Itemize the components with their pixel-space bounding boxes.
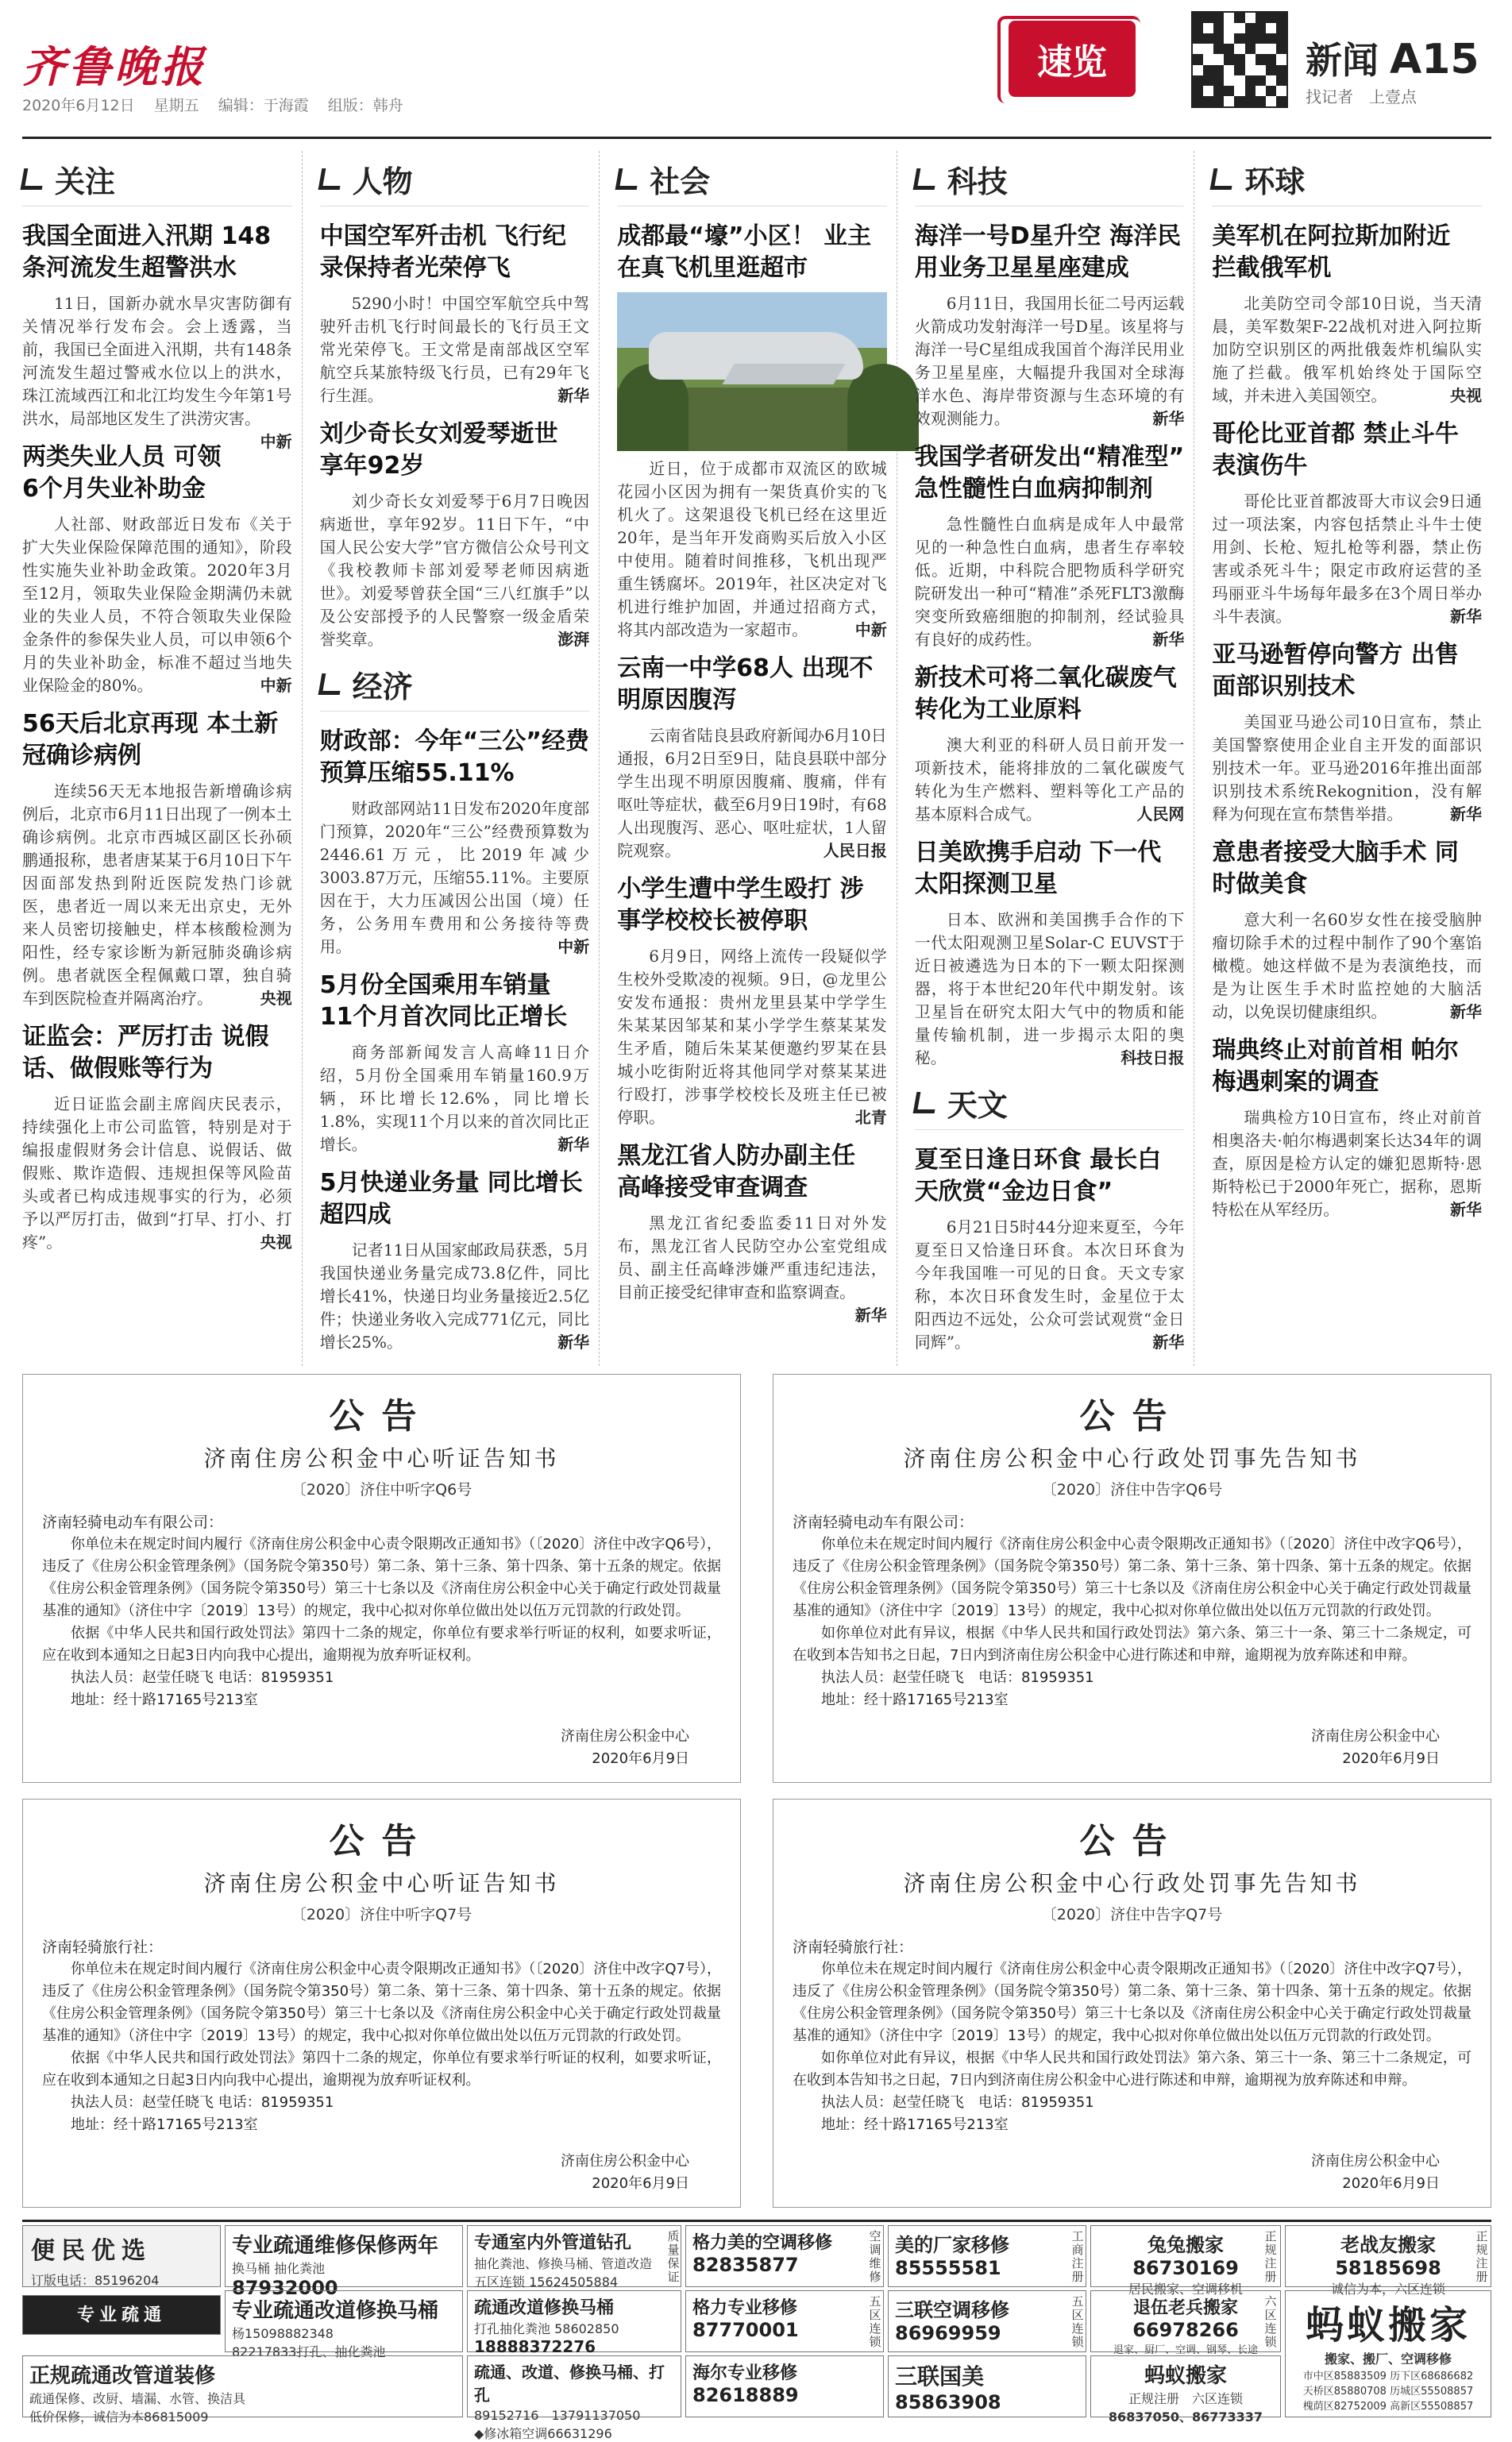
ad-title: 蚂蚁搬家	[1144, 2364, 1227, 2388]
section-mark-icon	[1210, 168, 1236, 190]
article-source: 新华	[1449, 1200, 1482, 1219]
ad-phone: 五区连锁 15624505884	[474, 2274, 619, 2290]
article-body	[1212, 490, 1482, 628]
layout-credit: 组版：韩舟	[327, 97, 403, 114]
article-body	[617, 457, 887, 642]
article-source: 澎湃	[557, 630, 590, 649]
article-body	[320, 797, 590, 959]
article	[617, 1140, 887, 1325]
notice-contact-line: 执法人员：赵莹任晓飞 电话：81959351	[71, 2094, 334, 2111]
article-text: 美国亚马逊公司10日宣布，禁止美国警察使用企业自主开发的面部识别技术一年。亚马逊2016年推出面部识别技术系统Rekognition，没有解释为何现在宣布禁售举措。	[1212, 712, 1482, 824]
article-source: 科技日报	[1120, 1048, 1185, 1067]
article-text: 澳大利亚的科研人员日前开发一项新技术，能将排放的二氧化碳废气转化为生产燃料、塑料等化工产品的基本原料合成气。	[914, 735, 1185, 824]
issue-date: 2020年6月12日	[22, 97, 135, 114]
article-body	[1212, 711, 1482, 826]
notice-contact-line: 执法人员：赵莹任晓飞 电话：81959351	[71, 1669, 334, 1686]
ad-sub: 换马桶 抽化粪池	[232, 2261, 326, 2276]
article-body	[1212, 1106, 1482, 1221]
column-title: 关注	[55, 164, 116, 199]
ad-phone: 85863908	[895, 2391, 1001, 2413]
article	[1212, 221, 1482, 407]
article	[22, 221, 292, 451]
ad-phone: 85555581	[895, 2257, 1001, 2279]
article-source: 央视	[260, 1233, 292, 1252]
article-source: 中新	[557, 937, 590, 956]
ad-phone: 82618889	[692, 2384, 799, 2406]
notice-paragraph: 你单位未在规定时间内履行《济南住房公积金中心责令限期改正通知书》（〔2020〕济住中改字Q6号），违反了《住房公积金管理条例》（国务院令第350号）第二条、第十三条、第十四条、第十五条的规定。依据《住房公积金管理条例》（国务院令第350号）第三十七条以及《济南住房公积金中心关于确定行政处罚裁量基准的通知》（济住中字〔2019〕13号）的规定，我中心拟对你单位做出处以伍万元罚款的行政处罚。	[793, 1536, 1472, 1619]
notice-issuer: 济南住房公积金中心	[1311, 2153, 1440, 2170]
ad-d1	[888, 2225, 1086, 2287]
notice-date: 2020年6月9日	[592, 2175, 689, 2192]
ad-vertical-label: 正规注册	[1264, 2229, 1277, 2284]
ad-title: 专业疏通维修保修两年	[232, 2234, 439, 2258]
notice-paragraph: 如你单位对此有异议，根据《中华人民共和国行政处罚法》第六条、第三十一条、第三十二条规定，可在收到本告知书之日起，7日内到济南住房公积金中心进行陈述和申辩，逾期视为放弃陈述和申辩。	[793, 1625, 1472, 1664]
header-rule	[22, 137, 1491, 139]
article-body	[320, 1239, 590, 1354]
news-column	[617, 151, 897, 1366]
article	[22, 708, 292, 1010]
ad-title: 格力美的空调移修	[692, 2233, 833, 2253]
article-text: 记者11日从国家邮政局获悉，5月我国快递业务量完成73.8亿件，同比增长41%，快递日均业务量接近2.5亿件；快递业务收入完成771亿元，同比增长25%。	[319, 1240, 590, 1352]
article	[320, 221, 590, 407]
article-headline: 刘少奇长女刘爱琴逝世 享年92岁	[319, 420, 558, 480]
ad-vertical-label: 六区连锁	[1264, 2294, 1277, 2349]
notice-subtitle: 济南住房公积金中心行政处罚事先告知书	[903, 1445, 1361, 1472]
column-header	[22, 157, 292, 206]
article-source: 中新	[854, 620, 887, 639]
column-title: 天文	[947, 1088, 1008, 1123]
ad-sub: 搬家、搬厂、空调移修	[1324, 2351, 1452, 2367]
ad-title: 格力专业移修	[692, 2298, 798, 2318]
article-source: 央视	[1449, 386, 1482, 405]
ad-f2	[1285, 2290, 1491, 2417]
notice-contact-line: 地址：经十路17165号213室	[71, 2116, 258, 2133]
article-text: 刘少奇长女刘爱琴于6月7日晚因病逝世，享年92岁。11日下午，“中国人民公安大学”官方微信公众号刊文《我校教师卡部刘爱琴老师因病逝世》。刘爱琴曾获全国“三八红旗手”以及公安部授予的人民警察一级金盾荣誉奖章。	[319, 492, 590, 649]
notice-paragraph: 依据《中华人民共和国行政处罚法》第四十二条的规定，你单位有要求举行听证的权利，如要求听证，应在收到本通知之日起3日内向我中心提出，逾期视为放弃听证权利。	[42, 2050, 721, 2089]
news-column	[320, 151, 600, 1366]
column-header	[320, 157, 590, 206]
article	[320, 1167, 590, 1354]
ad-vertical-label: 五区连锁	[1071, 2294, 1084, 2349]
classified-ads	[22, 2220, 1491, 2441]
notice-number: 〔2020〕济住中告字Q7号	[1041, 1906, 1223, 1923]
band-label: 专业疏通	[76, 2305, 166, 2325]
article-headline: 我国学者研发出“精准型” 急性髓性白血病抑制剂	[914, 443, 1185, 503]
notice-signature	[42, 1726, 689, 1770]
notice-paragraph: 你单位未在规定时间内履行《济南住房公积金中心责令限期改正通知书》（〔2020〕济住中改字Q7号），违反了《住房公积金管理条例》（国务院令第350号）第二条、第十三条、第十四条、第十五条的规定。依据《住房公积金管理条例》（国务院令第350号）第三十七条以及《济南住房公积金中心关于确定行政处罚裁量基准的通知》（济住中字〔2019〕13号）的规定，我中心拟对你单位做出处以伍万元罚款的行政处罚。	[793, 1961, 1472, 2044]
news-column	[1212, 151, 1491, 1366]
ad-phone: 87770001	[692, 2319, 799, 2341]
ad-sub: 居民搬家、空调移机	[1128, 2282, 1243, 2297]
article-body	[617, 724, 887, 862]
section-mark-icon	[318, 168, 343, 190]
notice-date: 2020年6月9日	[592, 1750, 689, 1767]
article-source: 人民网	[1136, 804, 1185, 824]
article	[915, 221, 1185, 430]
article-text: 6月11日，我国用长征二号丙运载火箭成功发射海洋一号D星。该星将与海洋一号C星组成我国首个海洋民用业务卫星星座，大幅提升我国对全球海洋水色、海岸带资源与生态环境的有效观测能力。	[914, 294, 1185, 428]
article-body	[915, 909, 1185, 1070]
column-header	[320, 662, 590, 712]
article-headline: 美军机在阿拉斯加附近 拦截俄军机	[1212, 222, 1451, 282]
article-photo	[617, 292, 887, 451]
newspaper-logo: 齐鲁晚报	[22, 41, 206, 92]
page-section-header	[1306, 32, 1479, 106]
notice-issuer: 济南住房公积金中心	[561, 1728, 689, 1745]
page-number: A15	[1390, 36, 1479, 83]
notice-number: 〔2020〕济住中听字Q6号	[291, 1481, 472, 1499]
column-header	[915, 157, 1185, 206]
article	[915, 1144, 1185, 1354]
ad-title: 正规疏通改管道装修	[29, 2364, 216, 2388]
public-notice	[773, 1799, 1491, 2208]
article-text: 瑞典检方10日宣布，终止对前首相奥洛夫·帕尔梅遇刺案长达34年的调查，原因是检方认定的嫌犯恩斯特·恩斯特松已于2000年死亡，据称，恩斯特松在从军经历。	[1212, 1108, 1482, 1219]
article-text: 6月9日，网络上流传一段疑似学生校外受欺凌的视频。9日，@龙里公安发布通报：贵州龙里县某中学学生朱某某因邹某和某小学学生蔡某某发生矛盾，随后朱某某便邀约罗某在县城小吃街附近将其他同学对蔡某某进行殴打，涉事学校校长及班主任已被停职。	[617, 947, 887, 1127]
notice-recipient: 济南轻骑旅行社：	[42, 1939, 164, 1956]
ad-phone: 市中区85883509 历下区68686682	[1302, 2371, 1474, 2382]
notice-title: 公告	[1079, 1821, 1185, 1861]
article-headline: 亚马逊暂停向警方 出售面部识别技术	[1212, 641, 1459, 700]
editor: 编辑：于海霞	[218, 97, 309, 114]
article	[320, 726, 590, 959]
article-source: 央视	[260, 989, 292, 1008]
section-mark-icon	[912, 1092, 938, 1113]
ad-sub: 诚信为本，六区连锁	[1330, 2282, 1445, 2297]
ad-title: 退伍老兵搬家	[1132, 2298, 1238, 2318]
notice-recipient: 济南轻骑电动车有限公司：	[42, 1514, 224, 1531]
notice-recipient: 济南轻骑电动车有限公司：	[793, 1514, 974, 1531]
ad-phone: 86730169	[1132, 2257, 1239, 2279]
notice-contact-line: 地址：经十路17165号213室	[821, 1692, 1009, 1708]
ad-title: 蚂蚁搬家	[1305, 2303, 1471, 2347]
article	[915, 662, 1185, 826]
page-header	[0, 0, 1512, 135]
ad-title: 三联空调移修	[895, 2299, 1009, 2321]
article	[22, 442, 292, 697]
article-headline: 意患者接受大脑手术 同时做美食	[1212, 839, 1459, 898]
article-text: 哥伦比亚首都波哥大市议会9日通过一项法案，内容包括禁止斗牛士使用剑、长枪、短扎枪等利器，禁止伤害或杀死斗牛；限定市政府运营的圣玛丽亚斗牛场每年最多在3个周日举办斗牛表演。	[1212, 492, 1482, 626]
article-headline: 中国空军歼击机 飞行纪录保持者光荣停飞	[319, 222, 567, 282]
article-source: 新华	[1152, 630, 1185, 649]
public-notice	[22, 1799, 741, 2208]
ad-title: 海尔专业移修	[692, 2363, 798, 2383]
column-header	[1212, 157, 1482, 206]
ad-f1	[1285, 2225, 1491, 2297]
notices-area	[22, 1374, 1491, 2212]
column-title: 社会	[650, 164, 711, 199]
article-body	[915, 734, 1185, 826]
article-text: 近日，位于成都市双流区的欧城花园小区因为拥有一架货真价实的飞机火了。这架退役飞机已经在这里近20年，是当年开发商购买后放入小区中使用。随着时间推移，飞机出现严重生锈腐坏。2019年，社区决定对飞机进行维护加固，并通过招商方式，将其内部改造为一家超市。	[617, 459, 887, 639]
notice-signature	[793, 2151, 1440, 2195]
ad-a1	[225, 2225, 463, 2299]
article-body	[915, 1216, 1185, 1354]
notice-contact-line: 执法人员：赵莹任晓飞 电话：81959351	[821, 1669, 1094, 1686]
notice-subtitle: 济南住房公积金中心听证告知书	[203, 1870, 560, 1896]
article	[617, 874, 887, 1129]
news-column	[915, 151, 1195, 1366]
article-body	[22, 780, 292, 1010]
article-headline: 日美欧携手启动 下一代太阳探测卫星	[914, 839, 1162, 898]
ad-sub: 89152716 13791137050	[474, 2408, 641, 2423]
ad-phone: 66978266	[1132, 2319, 1239, 2341]
ad-title: 便民优选	[31, 2237, 152, 2265]
article-body	[617, 1212, 887, 1325]
ad-phone: 58185698	[1335, 2257, 1441, 2279]
notice-number: 〔2020〕济住中告字Q6号	[1041, 1481, 1223, 1499]
article-body	[22, 1093, 292, 1254]
article-headline: 黑龙江省人防办副主任 高峰接受审查调查	[617, 1142, 856, 1202]
notice-contact-line: 执法人员：赵莹任晓飞 电话：81959351	[821, 2094, 1094, 2111]
article-source: 新华	[1449, 804, 1482, 824]
article	[22, 1021, 292, 1254]
article-text: 意大利一名60岁女性在接受脑肿瘤切除手术的过程中制作了90个塞馅橄榄。她这样做不是为表演绝技，而是为让医生手术时监控她的大脑活动，以免误切健康组织。	[1212, 910, 1482, 1021]
article-body	[320, 292, 590, 407]
article-text: 连续56天无本地报告新增确诊病例后，北京市6月11日出现了一例本土确诊病例。北京市西城区副区长孙硕鹏通报称，患者唐某某于6月10日下午因面部发热到附近医院发热门诊就医，患者近一周以来无出京史，无外来人员密切接触史，样本核酸检测为阳性，经专家诊断为新冠肺炎确诊病例。患者就医全程佩戴口罩，独自骑车到医院检查并隔离治疗。	[22, 781, 292, 1008]
ad-title: 美的厂家移修	[895, 2234, 1009, 2256]
ad-title: 老战友搬家	[1340, 2234, 1436, 2256]
article-body	[1212, 909, 1482, 1024]
ad-a2	[225, 2290, 463, 2359]
article-body	[320, 490, 590, 651]
ad-a3	[22, 2355, 463, 2425]
article	[1212, 837, 1482, 1024]
notice-title: 公告	[329, 1821, 434, 1861]
column-header	[915, 1081, 1185, 1130]
section-mark-icon	[21, 168, 46, 190]
ad-b1	[467, 2225, 681, 2290]
article-source: 新华	[557, 386, 590, 405]
article-text: 6月21日5时44分迎来夏至，今年夏至日又恰逢日环食。本次日环食为今年我国唯一可见的日食。天文专家称，本次日环食发生时，金星位于太阳西边不远处，公众可尝试观赏“金日同辉”。	[914, 1217, 1185, 1352]
ad-vertical-label: 质量保证	[667, 2229, 680, 2284]
article	[1212, 419, 1482, 628]
article-source: 人民日报	[823, 841, 887, 860]
article-source: 新华	[1152, 1333, 1185, 1352]
ad-phone: 82217833打孔、抽化粪池	[232, 2344, 386, 2359]
ad-sub: 杨15098882348	[232, 2326, 334, 2341]
article-headline: 财政部：今年“三公”经费 预算压缩55.11%	[319, 727, 590, 787]
news-column	[22, 151, 303, 1366]
notice-date: 2020年6月9日	[1342, 2175, 1440, 2192]
ad-vertical-label: 五区连锁	[869, 2294, 881, 2349]
article-source: 新华	[1152, 409, 1185, 428]
article-headline: 5月快递业务量 同比增长超四成	[319, 1169, 583, 1229]
reporter-line: 找记者 上壹点	[1306, 87, 1417, 106]
notice-signature	[793, 1726, 1440, 1770]
article	[1212, 639, 1482, 826]
ad-phone: 86969959	[895, 2322, 1001, 2344]
article-body	[22, 292, 292, 451]
public-notice	[22, 1374, 741, 1783]
notice-subtitle: 济南住房公积金中心行政处罚事先告知书	[903, 1870, 1361, 1896]
ad-title: 疏通改道修换马桶	[474, 2298, 615, 2318]
ad-b3	[467, 2355, 681, 2441]
article-body	[320, 1041, 590, 1156]
article-body	[915, 513, 1185, 651]
article-text: 5290小时！中国空军航空兵中驾驶歼击机飞行时间最长的飞行员王文常光荣停飞。王文常是南部战区空军航空兵某旅特级飞行员，已有29年飞行生涯。	[319, 294, 590, 405]
column-title: 环球	[1244, 164, 1306, 199]
article-text: 云南省陆良县政府新闻办6月10日通报，6月2日至9日，陆良县联中部分学生出现不明原因腹痛、腹痛，伴有呕吐等症状，截至6月9日19时，有68人出现腹泻、恶心、呕吐症状，1人留院观察。	[617, 726, 887, 860]
article-headline: 两类失业人员 可领6个月失业补助金	[22, 443, 222, 503]
notice-number: 〔2020〕济住中听字Q7号	[291, 1906, 472, 1923]
ad-phone-2: 天桥区85880708 历城区55508857	[1302, 2386, 1474, 2398]
article-headline: 夏至日逢日环食 最长白天欣赏“金边日食”	[914, 1146, 1162, 1206]
ad-title: 专通室内外管道钻孔	[474, 2233, 632, 2253]
public-notice	[773, 1374, 1491, 1783]
article-headline: 56天后北京再现 本土新冠确诊病例	[22, 710, 279, 770]
article	[617, 221, 887, 642]
ad-d3	[888, 2355, 1086, 2417]
article	[915, 442, 1185, 651]
column-title: 科技	[947, 164, 1008, 199]
section-mark-icon	[912, 168, 938, 190]
notice-issuer: 济南住房公积金中心	[561, 2153, 689, 2170]
article	[1212, 1035, 1482, 1221]
ad-title: 疏通、改道、修换马桶、打孔	[474, 2363, 665, 2405]
article-headline: 瑞典终止对前首相 帕尔梅遇刺案的调查	[1212, 1036, 1459, 1096]
article-text: 日本、欧洲和美国携手合作的下一代太阳观测卫星Solar-C EUVST于近日被遴选为日本的下一颗太阳探测器，将于本世纪20年代中期发射。该卫星旨在研究太阳大气中的物质和能量传输机制，进一步揭示太阳的奥秘。	[914, 910, 1185, 1067]
article-text: 商务部新闻发言人高峰11日介绍，5月份全国乘用车销量160.9万辆，环比增长12.6%，同比增长1.8%，实现11个月以来的首次同比正增长。	[319, 1043, 590, 1154]
article-text: 近日证监会副主席阎庆民表示，持续强化上市公司监管，特别是对于编报虚假财务会计信息、说假话、做假账、欺诈造假、违规担保等风险苗头或者已构成违规事实的行为，必须予以严厉打击，做到“打早、打小、打疼”。	[22, 1094, 292, 1252]
notice-contact-line: 地址：经十路17165号213室	[821, 2116, 1009, 2133]
ad-sub: 疏通保修、改厨、墙漏、水管、换洁具	[29, 2391, 246, 2406]
ad-sub: 退家、厨厂、空调、钢琴、长途	[1113, 2344, 1258, 2356]
section-mark-icon	[318, 673, 343, 695]
article-source: 新华	[1449, 1002, 1482, 1021]
news-columns	[22, 151, 1491, 1366]
notice-subtitle: 济南住房公积金中心听证告知书	[203, 1445, 560, 1472]
article-headline: 新技术可将二氧化碳废气 转化为工业原料	[914, 664, 1177, 723]
ad-phone: 82835877	[692, 2254, 799, 2276]
section-name: 新闻	[1306, 39, 1379, 82]
article-text: 财政部网站11日发布2020年度部门预算，2020年“三公”经费预算数为2446.61万元，比2019年减少3003.87万元，压缩55.11%。主要原因在于，大力压减因公出国（境）任务，公务用车费用和公务接待等费用。	[319, 799, 590, 956]
ad-phone: 订版电话：85196204	[31, 2273, 160, 2288]
subject-tab: 速览	[1009, 21, 1136, 97]
notice-title: 公告	[329, 1396, 434, 1437]
article-headline: 海洋一号D星升空 海洋民用业务卫星星座建成	[914, 222, 1182, 282]
ad-phone: 低价保修，诚信为本86815009	[29, 2409, 209, 2425]
article	[617, 653, 887, 862]
article-source: 中新	[260, 676, 292, 695]
ad-phone: ◆修冰箱空调66631296	[474, 2426, 612, 2441]
article-text: 人社部、财政部近日发布《关于扩大失业保险保障范围的通知》，阶段性实施失业补助金政策。2020年3月至12月，领取失业保险金期满仍未就业的失业人员，不符合领取失业保险金条件的参保失业人员，可以申领6个月的失业补助金，标准不超过当地失业保险金的80%。	[22, 515, 292, 695]
ad-e1	[1090, 2225, 1281, 2297]
ad-sub: 正规注册 六区连锁	[1128, 2391, 1243, 2406]
ad-e3	[1090, 2355, 1281, 2425]
column-title: 人物	[352, 164, 413, 199]
qr-code-icon	[1191, 11, 1288, 108]
column-title: 经济	[352, 669, 413, 704]
article-headline: 证监会：严厉打击 说假话、做假账等行为	[22, 1023, 269, 1082]
notice-signature	[42, 2151, 689, 2195]
article-text: 黑龙江省纪委监委11日对外发布，黑龙江省人民防空办公室党组成员、副主任高峰涉嫌严重违纪违法，目前正接受纪律审查和监察调查。	[617, 1213, 887, 1302]
ad-phone: 87932000	[232, 2277, 338, 2299]
section-mark-icon	[615, 168, 641, 190]
ad-e2	[1090, 2290, 1281, 2356]
notice-paragraph: 如你单位对此有异议，根据《中华人民共和国行政处罚法》第六条、第三十一条、第三十二条规定，可在收到本告知书之日起，7日内到济南住房公积金中心进行陈述和申辩，逾期视为放弃陈述和申辩。	[793, 2050, 1472, 2089]
weekday: 星期五	[153, 97, 199, 114]
ad-c3	[685, 2355, 884, 2417]
dateline	[22, 94, 418, 115]
notice-paragraph: 你单位未在规定时间内履行《济南住房公积金中心责令限期改正通知书》（〔2020〕济住中改字Q6号），违反了《住房公积金管理条例》（国务院令第350号）第二条、第十三条、第十四条、第十五条的规定。依据《住房公积金管理条例》（国务院令第350号）第三十七条以及《济南住房公积金中心关于确定行政处罚裁量基准的通知》（济住中字〔2019〕13号）的规定，我中心拟对你单位做出处以伍万元罚款的行政处罚。	[42, 1536, 721, 1619]
article-source: 北青	[854, 1108, 887, 1127]
article-text: 急性髓性白血病是成年人中最常见的一种急性白血病，患者生存率较低。近期，中科院合肥物质科学研究院研发出一种可“精准”杀死FLT3激酶突变所致癌细胞的抑制剂，经试验具有良好的成药性。	[914, 515, 1185, 649]
article	[915, 837, 1185, 1070]
article-source: 新华	[557, 1333, 590, 1352]
article-body	[1212, 292, 1482, 407]
article-headline: 成都最“壕”小区！ 业主在真飞机里逛超市	[617, 222, 872, 282]
ad-band	[22, 2295, 221, 2335]
article	[320, 970, 590, 1156]
article-text: 北美防空司令部10日说，当天清晨，美军数架F-22战机对进入阿拉斯加防空识别区的两批俄轰炸机编队实施了拦截。俄军机始终处于国际空域，并未进入美国领空。	[1212, 294, 1482, 405]
article	[320, 419, 590, 651]
notice-paragraph: 依据《中华人民共和国行政处罚法》第四十二条的规定，你单位有要求举行听证的权利，如要求听证，应在收到本通知之日起3日内向我中心提出，逾期视为放弃听证权利。	[42, 1625, 721, 1664]
ad-c2	[685, 2290, 884, 2352]
column-header	[617, 157, 887, 206]
ad-vertical-label: 正规注册	[1475, 2229, 1488, 2284]
article-source: 中新	[260, 432, 292, 451]
ad-sub: 打孔抽化粪池 58602850	[474, 2321, 619, 2336]
article-headline: 云南一中学68人 出现不明原因腹泻	[617, 654, 874, 714]
ad-title: 兔兔搬家	[1148, 2234, 1224, 2256]
ad-phone: 18888372276	[474, 2337, 596, 2356]
notice-recipient: 济南轻骑旅行社：	[793, 1939, 914, 1956]
article-body	[617, 945, 887, 1129]
notice-date: 2020年6月9日	[1342, 1750, 1440, 1767]
ad-title: 三联国美	[895, 2363, 985, 2390]
article-headline: 5月份全国乘用车销量 11个月首次同比正增长	[319, 971, 568, 1031]
ad-d2	[888, 2290, 1086, 2352]
ad-phone: 86837050、86773337	[1108, 2409, 1263, 2425]
notice-issuer: 济南住房公积金中心	[1311, 1728, 1440, 1745]
airplane-wing-shape	[723, 364, 846, 384]
article-body	[22, 513, 292, 697]
notice-paragraph: 你单位未在规定时间内履行《济南住房公积金中心责令限期改正通知书》（〔2020〕济住中改字Q7号），违反了《住房公积金管理条例》（国务院令第350号）第二条、第十三条、第十四条、第十五条的规定。依据《住房公积金管理条例》（国务院令第350号）第三十七条以及《济南住房公积金中心关于确定行政处罚裁量基准的通知》（济住中字〔2019〕13号）的规定，我中心拟对你单位做出处以伍万元罚款的行政处罚。	[42, 1961, 721, 2044]
article-headline: 小学生遭中学生殴打 涉事学校校长被停职	[617, 875, 864, 935]
ad-bianmin	[22, 2225, 221, 2287]
ad-phone-3: 槐荫区82752009 高新区55508857	[1302, 2401, 1474, 2413]
notice-title: 公告	[1079, 1396, 1185, 1437]
ad-sub: 抽化粪池、修换马桶、管道改造	[474, 2256, 653, 2271]
article-body	[915, 292, 1185, 430]
article-headline: 哥伦比亚首都 禁止斗牛表演伤牛	[1212, 420, 1459, 480]
article-source: 新华	[557, 1135, 590, 1154]
article-source: 新华	[1449, 607, 1482, 626]
ad-b2	[467, 2290, 681, 2356]
ad-c1	[685, 2225, 884, 2287]
ad-vertical-label: 工商注册	[1071, 2229, 1084, 2284]
article-text: 11日，国新办就水旱灾害防御有关情况举行发布会。会上透露，当前，我国已全面进入汛期，共有148条河流发生超过警戒水位以上的洪水，珠江流域西江和北江均发生今年第1号洪水，局部地区发生了洪涝灾害。	[22, 294, 292, 428]
notice-contact-line: 地址：经十路17165号213室	[71, 1692, 258, 1708]
ad-title: 专业疏通改道修换马桶	[232, 2299, 439, 2323]
article-source: 新华	[854, 1306, 887, 1325]
ad-vertical-label: 空调维修	[869, 2229, 881, 2284]
article-headline: 我国全面进入汛期 148条河流发生超警洪水	[22, 222, 272, 282]
